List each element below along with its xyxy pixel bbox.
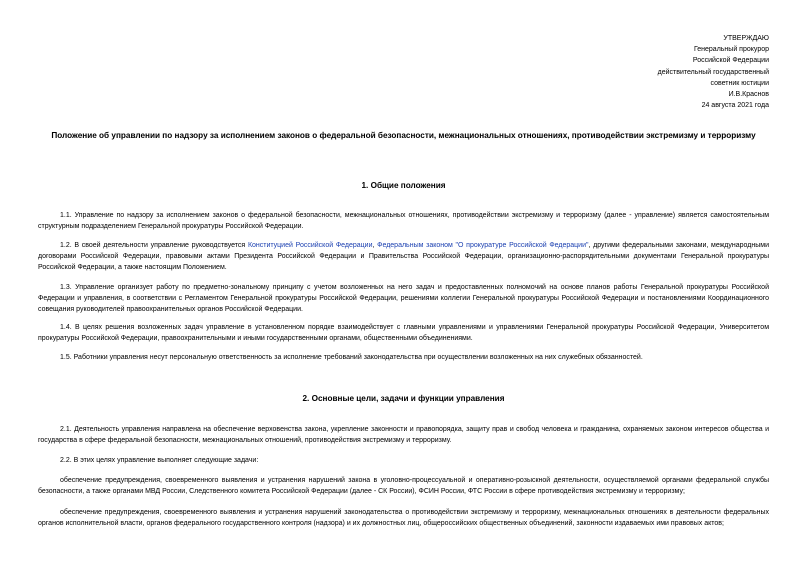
paragraph (38, 240, 769, 274)
paragraph: 1.1. Управление по надзору за исполнением законов о федеральной безопасности, межнациональных отношениях, противодействии экстремизму и терроризму (далее - управление) является самостоятельным структурным подразделением Генеральной прокуратуры Российской Федерации. (38, 212, 769, 231)
paragraph: 1.5. Работники управления несут персональную ответственность за исполнение требований законодательства при осуществлении возложенных на них служебных обязанностей. (60, 354, 643, 361)
constitution-link[interactable]: Конституцией Российской Федерации (247, 242, 373, 249)
section-heading: 2. Основные цели, задачи и функции управления (302, 394, 505, 403)
paragraph: обеспечение предупреждения, своевременного выявления и устранения нарушений закона в уголовно-процессуальной и оперативно-розыскной деятельности, осуществляемой органами федеральной службы безопасности, а также органами МВД России, Следственного комитета Российской Федерации (далее - СК России), ФСИН России, ФТС России в сфере противодействия экстремизму и терроризму; (38, 477, 769, 496)
approval-stamp (658, 33, 769, 111)
approval-line: УТВЕРЖДАЮ (723, 35, 769, 42)
approval-line: Генеральный прокурор (693, 46, 769, 54)
paragraph: 2.1. Деятельность управления направлена на обеспечение верховенства закона, укрепление законности и правопорядка, защиту прав и свобод человека и гражданина, охраняемых законом интересов общества и государства в сфере федеральной безопасности, межнациональных отношений, противодействия экстремизму и терроризму. (38, 426, 769, 445)
paragraph-text: , (372, 242, 378, 249)
paragraph-text: , другими федеральными законами, международными договорами Российской Федерации, правовыми актами Президента Российской Федерации и Правительства Российской Федерации, организационно-распорядительными документами Генеральной прокуратуры Российской Федерации, а также настоящим Положением. (38, 242, 769, 272)
approval-line: 24 августа 2021 года (701, 102, 769, 110)
paragraph: обеспечение предупреждения, своевременного выявления и устранения нарушений законодательства о противодействии экстремизму и терроризму, межнациональных отношениях в деятельности федеральных органов исполнительной власти, органов федерального государственного контроля (надзора) и их должностных лиц, общероссийских общественных объединений, законности издаваемых ими правовых актов; (38, 509, 769, 528)
approval-line: действительный государственный (657, 68, 769, 76)
prosecution-law-link[interactable]: Федеральным законом "О прокуратуре Российской Федерации" (377, 242, 589, 249)
paragraph: 2.2. В этих целях управление выполняет следующие задачи: (60, 457, 259, 464)
paragraph: 1.4. В целях решения возложенных задач управление в установленном порядке взаимодействует с главными управлениями и управлениями Генеральной прокуратуры Российской Федерации, Университетом прокуратуры Российской Федерации, правоохранительными и иными государственными органами, общественными объединениями. (38, 324, 769, 343)
approval-line: Российской Федерации (692, 57, 769, 65)
approval-line: И.В.Краснов (728, 91, 769, 99)
approval-line: советник юстиции (710, 79, 769, 87)
document-title: Положение об управлении по надзору за исполнением законов о федеральной безопасности, межнациональных отношениях, противодействии экстремизму и терроризму (51, 131, 756, 140)
section-heading: 1. Общие положения (361, 181, 446, 190)
paragraph-text: 1.2. В своей деятельности управление руководствуется (60, 242, 248, 249)
paragraph: 1.3. Управление организует работу по предметно-зональному принципу с учетом возложенных на него задач и предоставленных полномочий на основе планов работы Генеральной прокуратуры Российской Федерации и управления, в соответствии с Регламентом Генеральной прокуратуры Российской Федерации, решениями коллегии Генеральной прокуратуры Российской Федерации и постановлениями Координационного совещания руководителей правоохранительных органов Российской Федерации. (38, 284, 769, 314)
